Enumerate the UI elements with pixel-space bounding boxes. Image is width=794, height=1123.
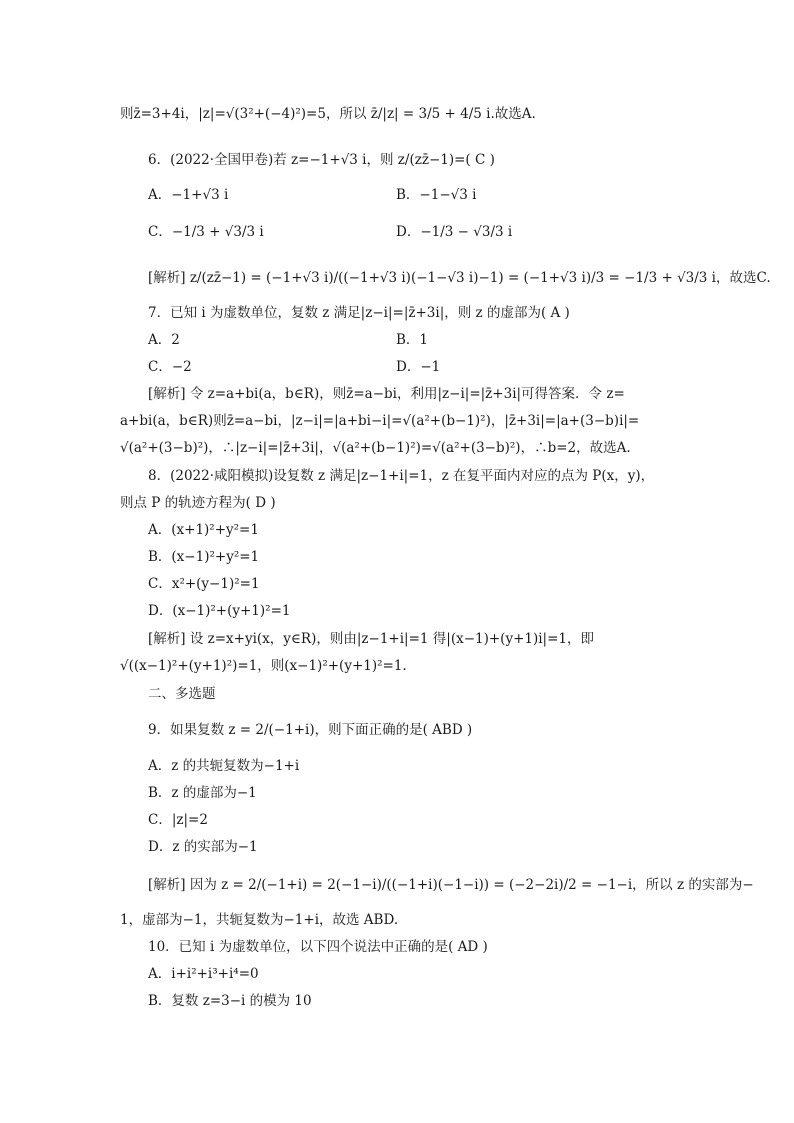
text-line-l16: C．x²+(y−1)²=1 (148, 576, 260, 592)
text-line-l6: 7．已知 i 为虚数单位，复数 z 满足|z−i|=|z̄+3i|，则 z 的虚部为( A ) (148, 305, 570, 321)
text-line-l8a: C．−2 (148, 359, 192, 375)
text-line-l24: C．|z|=2 (148, 812, 208, 828)
text-line-l1: 则z̄=3+4i，|z|=√(3²+(−4)²)=5，所以 z̄/|z| = 3/5 + 4/5 i.故选A. (120, 106, 536, 122)
text-line-l27: 1，虚部为−1，共轭复数为−1+i，故选 ABD. (120, 912, 399, 928)
text-line-l10: a+bi(a，b∈R)则z̄=a−bi，|z−i|=|a+bi−i|=√(a²+(b−1)²)，|z̄+3i|=|a+(3−b)i|= (120, 413, 640, 429)
text-line-l7a: A．2 (148, 332, 180, 348)
text-line-l19: √((x−1)²+(y+1)²)=1，则(x−1)²+(y+1)²=1. (120, 658, 407, 674)
text-line-l7b: B．1 (396, 332, 429, 348)
text-line-l20: 二、多选题 (148, 686, 216, 702)
text-line-l5: [解析] z/(zz̄−1) = (−1+√3 i)/((−1+√3 i)(−1−√3 i)−1) = (−1+√3 i)/3 = −1/3 + √3/3 i，故选C. (148, 270, 771, 286)
text-line-l30: B．复数 z=3−i 的模为 10 (148, 993, 312, 1009)
text-line-l28: 10．已知 i 为虚数单位，以下四个说法中正确的是( AD ) (148, 939, 488, 955)
text-line-l26: [解析] 因为 z = 2/(−1+i) = 2(−1−i)/((−1+i)(−1−i)) = (−2−2i)/2 = −1−i，所以 z 的实部为− (148, 877, 754, 893)
text-line-l14: A．(x+1)²+y²=1 (148, 522, 259, 538)
text-line-l9: [解析] 令 z=a+bi(a，b∈R)，则z̄=a−bi，利用|z−i|=|z̄+3i|可得答案．令 z= (148, 386, 625, 402)
text-line-l11: √(a²+(3−b)²)，∴|z−i|=|z̄+3i|，√(a²+(b−1)²)=√(a²+(3−b)²)，∴b=2，故选A. (120, 440, 631, 456)
text-line-l8b: D．−1 (396, 359, 441, 375)
text-line-l12: 8．(2022·咸阳模拟)设复数 z 满足|z−1+i|=1，z 在复平面内对应的点为 P(x，y)， (148, 468, 655, 484)
text-line-l18: [解析] 设 z=x+yi(x，y∈R)，则由|z−1+i|=1 得|(x−1)+(y+1)i|=1，即 (148, 631, 595, 647)
text-line-l4a: C．−1/3 + √3/3 i (148, 224, 264, 240)
text-line-l17: D．(x−1)²+(y+1)²=1 (148, 603, 291, 619)
text-line-l3a: A．−1+√3 i (148, 187, 229, 203)
text-line-l15: B．(x−1)²+y²=1 (148, 549, 260, 565)
text-line-l13: 则点 P 的轨迹方程为( D ) (120, 495, 276, 511)
text-line-l2: 6．(2022·全国甲卷)若 z=−1+√3 i，则 z/(zz̄−1)=( C ) (148, 152, 495, 168)
text-line-l29: A．i+i²+i³+i⁴=0 (148, 966, 259, 982)
text-line-l3b: B．−1−√3 i (396, 187, 477, 203)
text-line-l23: B．z 的虚部为−1 (148, 785, 257, 801)
text-line-l25: D．z 的实部为−1 (148, 839, 258, 855)
text-line-l22: A．z 的共轭复数为−1+i (148, 758, 300, 774)
text-line-l4b: D．−1/3 − √3/3 i (396, 224, 513, 240)
text-line-l21: 9．如果复数 z = 2/(−1+i)，则下面正确的是( ABD ) (148, 722, 473, 738)
